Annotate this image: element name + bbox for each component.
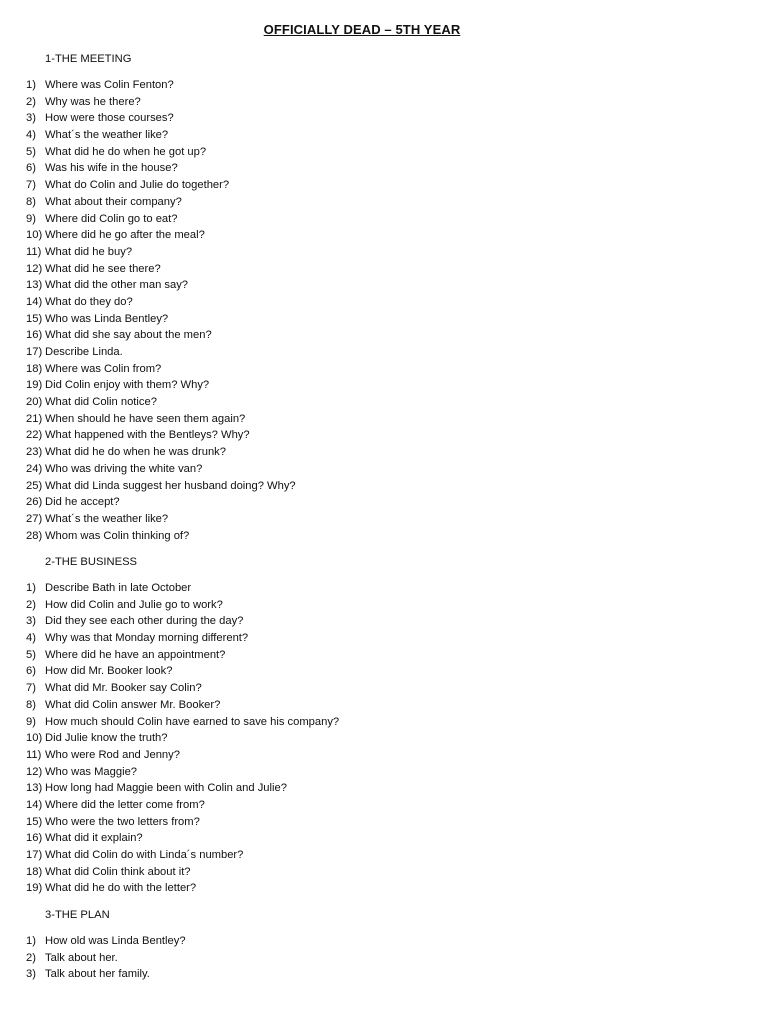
question-text: What´s the weather like?: [45, 129, 169, 142]
question-number: 4): [26, 129, 36, 142]
question-text: Was his wife in the house?: [45, 162, 178, 175]
question-text: How much should Colin have earned to save his company?: [45, 715, 340, 728]
question-text: Where did he go after the meal?: [45, 229, 205, 242]
question-number: 3): [26, 615, 36, 628]
question-number: 11): [26, 748, 42, 761]
section-heading: 1-THE MEETING: [45, 53, 132, 65]
question-text: What did Colin answer Mr. Booker?: [45, 698, 221, 711]
question-text: Did they see each other during the day?: [45, 615, 244, 628]
question-text: What´s the weather like?: [45, 512, 169, 525]
question-text: What did Linda suggest her husband doing? Why?: [45, 479, 296, 492]
question-number: 16): [26, 832, 43, 845]
question-number: 2): [26, 598, 36, 611]
section-heading: 3-THE PLAN: [45, 909, 110, 921]
question-number: 23): [26, 446, 43, 459]
question-text: How did Mr. Booker look?: [45, 665, 173, 678]
question-text: Why was he there?: [45, 95, 141, 108]
question-number: 19): [26, 379, 43, 392]
question-text: Where did he have an appointment?: [45, 648, 226, 661]
question-text: How did Colin and Julie go to work?: [45, 598, 223, 611]
question-number: 5): [26, 648, 36, 661]
question-text: What about their company?: [45, 195, 182, 208]
question-number: 4): [26, 632, 36, 645]
question-text: What did he buy?: [45, 245, 133, 258]
question-number: 13): [26, 782, 43, 795]
question-text: Where did Colin go to eat?: [45, 212, 178, 225]
question-number: 26): [26, 496, 43, 509]
question-number: 10): [26, 229, 43, 242]
question-number: 18): [26, 865, 43, 878]
document-title: OFFICIALLY DEAD – 5TH YEAR: [263, 22, 461, 37]
question-number: 1): [26, 582, 36, 594]
question-number: 19): [26, 882, 43, 895]
question-number: 11): [26, 245, 42, 258]
question-text: Who was Maggie?: [45, 765, 138, 778]
question-text: What did Mr. Booker say Colin?: [45, 682, 202, 695]
question-number: 22): [26, 429, 43, 442]
question-text: What did the other man say?: [45, 279, 189, 292]
question-text: How long had Maggie been with Colin and Julie?: [45, 782, 287, 795]
question-text: Talk about her.: [45, 951, 118, 964]
question-text: Why was that Monday morning different?: [45, 632, 249, 645]
question-number: 6): [26, 162, 36, 175]
question-text: How old was Linda Bentley?: [45, 935, 186, 947]
question-number: 6): [26, 665, 36, 678]
question-number: 15): [26, 815, 43, 828]
question-number: 18): [26, 362, 43, 375]
question-text: What did Colin do with Linda´s number?: [45, 849, 244, 861]
question-text: Where did the letter come from?: [45, 798, 205, 811]
question-number: 9): [26, 212, 36, 225]
question-text: What did it explain?: [45, 832, 143, 845]
question-number: 3): [26, 112, 36, 125]
question-text: Did Colin enjoy with them? Why?: [45, 379, 210, 392]
question-text: Who was driving the white van?: [45, 462, 203, 475]
question-number: 2): [26, 951, 36, 964]
question-text: What did he do when he got up?: [45, 145, 207, 158]
question-text: Where was Colin Fenton?: [45, 79, 174, 91]
question-text: What did he do with the letter?: [45, 882, 197, 895]
question-number: 5): [26, 145, 36, 158]
question-number: 20): [26, 396, 43, 409]
question-number: 24): [26, 462, 43, 475]
question-number: 2): [26, 95, 36, 108]
question-text: Describe Linda.: [45, 346, 123, 358]
question-number: 12): [26, 262, 43, 275]
question-text: What did he see there?: [45, 262, 161, 275]
question-number: 8): [26, 195, 36, 208]
question-text: What did Colin notice?: [45, 396, 157, 409]
question-text: Who was Linda Bentley?: [45, 312, 169, 325]
question-number: 13): [26, 279, 43, 292]
question-number: 1): [26, 935, 36, 947]
question-number: 3): [26, 968, 36, 981]
question-number: 17): [26, 346, 43, 358]
question-text: Where was Colin from?: [45, 362, 162, 375]
question-number: 14): [26, 295, 43, 308]
question-number: 9): [26, 715, 36, 728]
question-text: Whom was Colin thinking of?: [45, 529, 190, 542]
question-number: 17): [26, 849, 43, 861]
question-text: Describe Bath in late October: [45, 582, 192, 594]
question-number: 7): [26, 179, 36, 192]
question-text: What do Colin and Julie do together?: [45, 179, 230, 192]
question-number: 28): [26, 529, 43, 542]
question-number: 21): [26, 412, 43, 425]
question-text: Talk about her family.: [45, 968, 150, 981]
question-text: Did Julie know the truth?: [45, 732, 168, 745]
question-number: 7): [26, 682, 36, 695]
question-number: 27): [26, 512, 43, 525]
question-number: 12): [26, 765, 43, 778]
question-number: 15): [26, 312, 43, 325]
question-text: Who were Rod and Jenny?: [45, 748, 180, 761]
question-number: 8): [26, 698, 36, 711]
question-text: Who were the two letters from?: [45, 815, 200, 828]
question-text: When should he have seen them again?: [45, 412, 246, 425]
question-number: 14): [26, 798, 43, 811]
question-number: 16): [26, 329, 43, 342]
section-heading: 2-THE BUSINESS: [45, 556, 138, 568]
question-number: 1): [26, 79, 36, 91]
question-text: What do they do?: [45, 295, 133, 308]
question-number: 10): [26, 732, 43, 745]
question-text: What did she say about the men?: [45, 329, 212, 342]
question-text: How were those courses?: [45, 112, 174, 125]
question-text: What happened with the Bentleys? Why?: [45, 429, 250, 442]
question-text: Did he accept?: [45, 496, 120, 509]
question-text: What did he do when he was drunk?: [45, 446, 226, 459]
question-text: What did Colin think about it?: [45, 865, 191, 878]
question-number: 25): [26, 479, 43, 492]
